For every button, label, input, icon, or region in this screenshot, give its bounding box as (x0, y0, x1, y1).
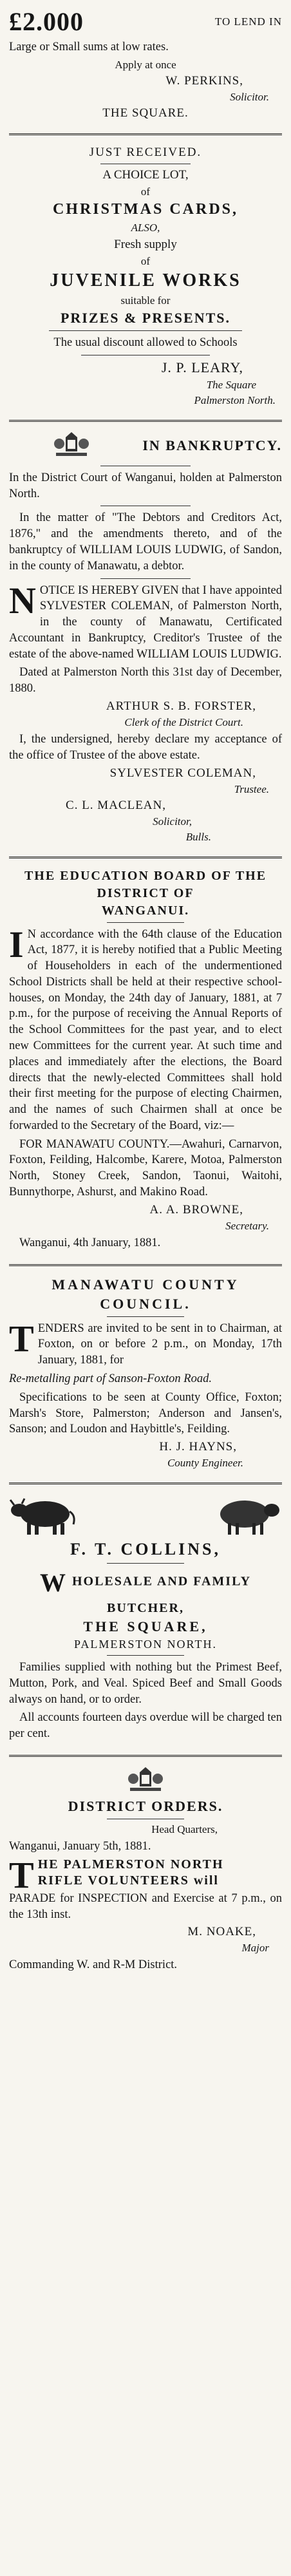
cards-juvenile: JUVENILE WORKS (50, 270, 241, 290)
butcher-illustrations (9, 1492, 282, 1537)
cards-discount: The usual discount allowed to Schools (53, 336, 238, 350)
education-dated: Wanganui, 4th January, 1881. (19, 1236, 161, 1249)
butcher-line1: HOLESALE AND FAMILY (71, 1574, 252, 1589)
divider (9, 420, 282, 422)
ad-county (9, 1270, 282, 1479)
divider (107, 1563, 184, 1564)
cards-suitable: suitable for (120, 294, 171, 307)
cards-name: J. P. LEARY, (161, 359, 243, 375)
cards-line: A CHOICE LOT, (102, 168, 189, 182)
county-heading2: COUNCIL. (100, 1295, 191, 1312)
orders-line2: RIFLE VOLUNTEERS will (37, 1873, 219, 1888)
divider (9, 133, 282, 135)
bankruptcy-header (9, 430, 282, 462)
education-body (9, 923, 282, 1134)
education-heading3: WANGANUI. (101, 903, 190, 918)
cards-address1: The Square (206, 378, 256, 391)
dropcap: N (9, 579, 36, 621)
divider (9, 1482, 282, 1484)
divider (9, 1264, 282, 1266)
maclean-place: Bulls. (185, 830, 211, 843)
orders-dated: Wanganui, January 5th, 1881. (9, 1839, 151, 1853)
dropcap: T (9, 1317, 34, 1359)
butcher-name: F. T. COLLINS, (70, 1540, 221, 1559)
divider (100, 578, 191, 579)
bankruptcy-dated: Dated at Palmerston North this 31st day of December, 1880. (9, 666, 282, 696)
orders-hq: Head Quarters, (151, 1823, 218, 1835)
divider (107, 1316, 184, 1317)
loan-name: W. PERKINS, (165, 74, 243, 88)
butcher-address1: THE SQUARE, (83, 1618, 208, 1635)
ad-orders (9, 1761, 282, 1982)
loan-address: THE SQUARE. (102, 106, 189, 120)
butcher-title (9, 1567, 282, 1598)
ad-bankruptcy (9, 426, 282, 853)
cards-fresh: Fresh supply (114, 237, 177, 251)
coleman-name: SYLVESTER COLEMAN, (109, 766, 256, 780)
ad-loan (9, 3, 282, 129)
cards-address2: Palmerston North. (194, 393, 276, 406)
divider (9, 1755, 282, 1757)
royal-crest-icon (126, 1765, 165, 1795)
forster-title: Clerk of the District Court. (124, 715, 243, 728)
bankruptcy-notice (9, 579, 282, 663)
maclean-title: Solicitor, (153, 815, 192, 828)
ad-education (9, 862, 282, 1260)
royal-crest-icon (52, 430, 91, 462)
butcher-address2: PALMERSTON NORTH. (74, 1638, 217, 1651)
butcher-accounts: All accounts fourteen days overdue will be charged ten per cent. (9, 1711, 282, 1741)
divider (9, 857, 282, 858)
loan-lend-label: TO LEND IN (214, 15, 282, 28)
cards-prizes: PRIZES & PRESENTS. (60, 310, 230, 327)
sheep-icon (211, 1492, 282, 1537)
county-title: County Engineer. (167, 1457, 243, 1470)
loan-amount: £2.000 (9, 7, 84, 36)
cards-of: of (140, 185, 151, 198)
bull-icon (9, 1492, 80, 1537)
cards-intro: JUST RECEIVED. (89, 146, 202, 160)
orders-name: M. NOAKE, (187, 1925, 256, 1939)
county-name: H. J. HAYNS, (159, 1440, 237, 1454)
county-heading1: MANAWATU COUNTY (52, 1276, 239, 1293)
divider (107, 1655, 184, 1656)
orders-title-line: Commanding W. and R-M District. (9, 1958, 178, 1972)
cards-heading: CHRISTMAS CARDS, (52, 201, 239, 218)
education-heading1: THE EDUCATION BOARD OF THE (24, 868, 267, 883)
bankruptcy-court: In the District Court of Wanganui, holden at Palmerston North. (9, 471, 282, 500)
orders-line1: HE PALMERSTON NORTH (37, 1857, 224, 1871)
education-county-list: FOR MANAWATU COUNTY.—Awahuri, Carnarvon, Foxton, Feilding, Halcombe, Karere, Motoa, Palmerston North, Stoney Creek, Sandon, Taonui, Waitohi, Bunnythorpe, Ashurst, and Makino Road. (9, 1137, 282, 1199)
dropcap: W (39, 1568, 66, 1598)
bankruptcy-heading: IN BANKRUPTCY. (142, 437, 282, 453)
divider (49, 330, 242, 331)
county-body (9, 1317, 282, 1368)
orders-heading: DISTRICT ORDERS. (68, 1797, 223, 1814)
cards-of2: of (140, 254, 151, 267)
maclean-name: C. L. MACLEAN, (66, 798, 166, 812)
education-body-text: N accordance with the 64th clause of the Education Act, 1877, it is hereby notified that a Public Meeting of Householders in each of the undermentioned School Districts shall be held at their respective school-houses, on Monday, the 24th day of January, 1881, at 7 p.m., for the purpose of receiving the Annual Reports of the School Committees for the past year, and to elect new Committees for the current year. At such time and places and immediately after the elections, the Board directs that the newly-elected Committees shall hold their first meeting for the purpose of electing Chairmen, and the names of such Chairmen shall at once be forwarded to the Secretary of the Board, viz:— (9, 927, 282, 1132)
county-specs: Specifications to be seen at County Office, Foxton; Marsh's Store, Palmerston; Anderson and Jansen's, Sanson; and Loudon and Haybittle's, Feilding. (9, 1390, 282, 1436)
education-title: Secretary. (225, 1219, 269, 1232)
education-name: A. A. BROWNE, (149, 1202, 243, 1217)
cards-also: ALSO, (131, 222, 160, 234)
divider (107, 922, 184, 923)
bankruptcy-matter: In the matter of "The Debtors and Creditors Act, 1876," and the amendments thereto, and of the bankruptcy of WILLIAM LOUIS LUDWIG, of Sandon, in the county of Manawatu, a debtor. (9, 511, 282, 573)
dropcap: T (9, 1853, 34, 1896)
bankruptcy-notice-text: OTICE IS HEREBY GIVEN that I have appointed SYLVESTER COLEMAN, of Palmerston North, in the county of Manawatu, Certificated Accountant in Bankruptcy, Creditor's Trustee of the estate of the above-named WILLIAM LOUIS LUDWIG. (9, 583, 282, 661)
loan-line: Large or Small sums at low rates. (9, 41, 169, 53)
butcher-body: Families supplied with nothing but the Primest Beef, Mutton, Pork, and Veal. Spiced Beef and Small Goods always on hand, or to order. (9, 1661, 282, 1706)
ad-cards (9, 139, 282, 416)
loan-apply: Apply at once (115, 58, 176, 71)
coleman-title: Trustee. (234, 782, 269, 795)
butcher-line2: BUTCHER, (107, 1601, 184, 1616)
forster-name: ARTHUR S. B. FORSTER, (106, 699, 256, 713)
dropcap: I (9, 923, 24, 965)
loan-header (9, 6, 282, 37)
ad-butcher (9, 1488, 282, 1751)
loan-title: Solicitor. (230, 91, 269, 104)
bankruptcy-accept: I, the undersigned, hereby declare my acceptance of the office of Trustee of the above estate. (9, 732, 282, 762)
education-heading2: DISTRICT OF (97, 886, 194, 900)
county-body-text: ENDERS are invited to be sent in to Chairman, at Foxton, on or before 2 p.m., on Monday, 17th January, 1881, for (37, 1321, 282, 1367)
orders-rank: Major (241, 1942, 269, 1955)
orders-title (9, 1853, 282, 1896)
county-work: Re-metalling part of Sanson-Foxton Road. (9, 1372, 212, 1385)
orders-body: PARADE for INSPECTION and Exercise at 7 p.m., on the 13th inst. (9, 1891, 282, 1921)
